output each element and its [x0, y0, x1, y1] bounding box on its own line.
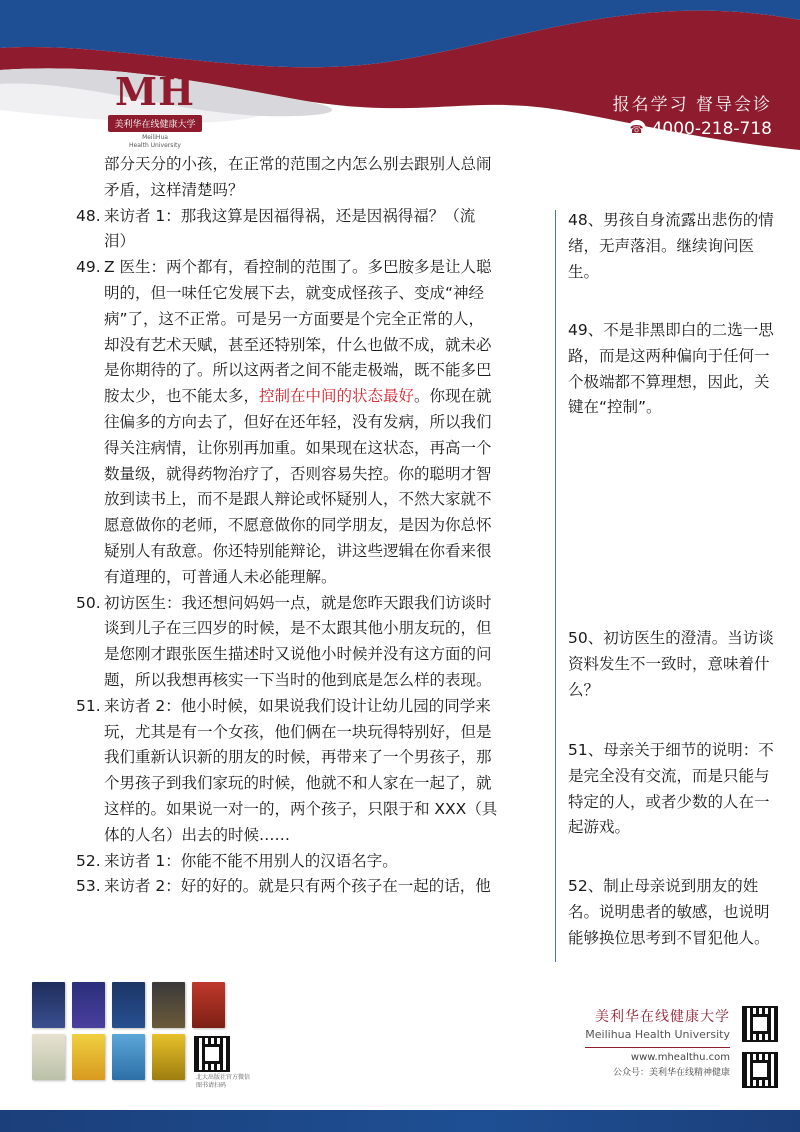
footer-brand-en: Meilihua Health University [585, 1028, 730, 1041]
text-line: 谈到儿子在三四岁的时候，是不太跟其他小朋友玩的，但 [104, 619, 492, 638]
text-line: 体的人名）出去的时候…… [104, 825, 291, 844]
note-line: 生。 [568, 262, 600, 281]
text-line: 来访者 1：你能不能不用别人的汉语名字。 [104, 851, 398, 870]
footer-url: www.mhealthu.com [630, 1052, 730, 1063]
item-number: 51. [76, 696, 101, 715]
column-divider [555, 210, 556, 962]
text-line: 来访者 1：那我这算是因福得祸，还是因祸得福？（流 [104, 206, 476, 225]
continuation-paragraph [76, 152, 536, 204]
logo-sub-1: MeiliHua [142, 134, 168, 141]
books-caption-line: 图书请扫码 [196, 1082, 227, 1089]
transcript-item-53 [76, 874, 536, 900]
note-line: 路，而是这两种偏向于任何一 [568, 346, 770, 365]
text-line: 矛盾，这样清楚吗？ [104, 180, 244, 199]
text-line: 有道理的，可普通人未必能理解。 [104, 567, 337, 586]
header-phone [613, 119, 772, 139]
book-cover [32, 982, 65, 1028]
text-line: 部分天分的小孩，在正常的范围之内怎么别去跟别人总闹 [104, 155, 492, 173]
note-51 [568, 738, 786, 841]
books-caption-line: 北大出版社官方微信 [196, 1074, 251, 1081]
logo-sub-2: Health University [129, 142, 181, 149]
note-48 [568, 208, 786, 285]
note-line: 名。说明患者的敏感，也说明 [568, 902, 770, 921]
item-number: 50. [76, 593, 101, 612]
books-caption [196, 1074, 250, 1090]
text-line: 玩，尤其是有一个女孩，他们俩在一块玩得特别好，但是 [104, 722, 492, 741]
text-line: 初访医生：我还想问妈妈一点，就是您昨天跟我们访谈时 [104, 593, 492, 612]
text-line: 来访者 2：好的好的。就是只有两个孩子在一起的话，他 [104, 877, 491, 896]
text-line: 愿意做你的老师，不愿意做你的同学朋友，是因为你总怀 [104, 516, 492, 535]
phone-number: 4000-218-718 [651, 119, 772, 139]
text-line: 来访者 2：他小时候，如果说我们设计让幼儿园的同学来 [104, 696, 491, 715]
item-number: 53. [76, 877, 101, 896]
note-line: 绪，无声落泪。继续询问医 [568, 236, 755, 255]
qr-code-icon [742, 1006, 778, 1042]
page-header [0, 0, 800, 160]
note-line: 资料发生不一致时，意味着什 [568, 654, 770, 673]
logo-banner: 美利华在线健康大学 [108, 115, 201, 132]
text-line: 却没有艺术天赋，甚至还特别笨，什么也做不成，就未必 [104, 335, 492, 354]
text-line: 是你期待的了。所以这两者之间不能走极端，既不能多巴 [104, 361, 492, 380]
transcript-item-52 [76, 849, 536, 875]
qr-code-icon [194, 1036, 230, 1072]
note-line: 起游戏。 [568, 818, 631, 837]
note-line: 键在“控制”。 [568, 398, 662, 417]
qr-code-icon [742, 1052, 778, 1088]
footer-brand [585, 1006, 730, 1078]
note-line: 么？ [568, 680, 600, 699]
book-cover [152, 1034, 185, 1080]
text-line: 我们重新认识新的朋友的时候，再带来了一个男孩子，那 [104, 748, 492, 767]
text-line: 数量级，就得药物治疗了，否则容易失控。你的聪明才智 [104, 464, 492, 483]
transcript-item-51 [76, 694, 536, 849]
book-cover [32, 1034, 65, 1080]
text-segment: 胺太少，也不能太多， [104, 387, 260, 406]
note-52 [568, 874, 786, 951]
phone-icon: ☎ [628, 120, 646, 138]
note-line: 52、制止母亲说到朋友的姓 [568, 877, 759, 895]
book-cover [112, 1034, 145, 1080]
transcript-item-49 [76, 255, 536, 590]
text-line: 个男孩子到我们家玩的时候，他就不和人家在一起了，就 [104, 774, 492, 793]
note-line: 51、母亲关于细节的说明：不 [568, 741, 774, 759]
text-line: Z 医生：两个都有，看控制的范围了。多巴胺多是让人聪 [104, 258, 492, 277]
item-number: 48. [76, 206, 101, 225]
note-49 [568, 318, 786, 421]
header-contact [613, 90, 772, 139]
text-line-with-highlight [104, 384, 536, 410]
footer-wechat: 公众号：美利华在线精神健康 [612, 1068, 730, 1078]
text-line: 往偏多的方向去了，但好在还年轻，没有发病，所以我们 [104, 412, 492, 431]
text-line: 放到读书上，而不是跟人辩论或怀疑别人，不然大家就不 [104, 490, 492, 509]
transcript-item-50 [76, 591, 536, 694]
book-cover [112, 982, 145, 1028]
note-line: 个极端都不算理想，因此，关 [568, 372, 770, 391]
text-line: 得关注病情，让你别再加重。如果现在这状态，再高一个 [104, 438, 492, 457]
note-line: 能够换位思考到不冒犯他人。 [568, 928, 770, 947]
header-slogan: 报名学习 督导会诊 [612, 95, 772, 115]
footer-rule [585, 1047, 730, 1048]
text-line: 这样的。如果说一对一的，两个孩子，只限于和 XXX（具 [104, 799, 498, 818]
text-line: 泪） [104, 232, 136, 251]
book-cover [72, 982, 105, 1028]
transcript-column [76, 152, 536, 900]
note-line: 是完全没有交流，而是只能与 [568, 766, 770, 785]
footer-brand-cn: 美利华在线健康大学 [595, 1009, 730, 1025]
transcript-item-48 [76, 204, 536, 256]
logo [100, 69, 210, 149]
text-line: 疑别人有敌意。你还特别能辩论，讲这些逻辑在你看来很 [104, 541, 492, 560]
text-line: 是您刚才跟张医生描述时又说他小时候并没有这方面的问 [104, 645, 492, 664]
note-line: 50、初访医生的澄清。当访谈 [568, 629, 774, 647]
text-line: 病”了，这不正常。可是另一方面要是个完全正常的人， [104, 309, 485, 328]
book-cover [192, 982, 225, 1028]
item-number: 52. [76, 851, 101, 870]
item-number: 49. [76, 258, 101, 277]
note-line: 特定的人，或者少数的人在一 [568, 792, 770, 811]
text-line: 明的，但一味任它发展下去，就变成怪孩子、变成“神经 [104, 283, 485, 302]
footer-bar [0, 1110, 800, 1132]
book-cover [72, 1034, 105, 1080]
highlight-text: 控制在中间的状态最好 [259, 387, 415, 406]
text-segment: 。你现在就 [414, 387, 492, 406]
book-cover [152, 982, 185, 1028]
logo-mark: MH [115, 69, 195, 114]
logo-sub [100, 134, 210, 150]
note-50 [568, 626, 786, 703]
note-line: 49、不是非黑即白的二选一思 [568, 321, 774, 339]
note-line: 48、男孩自身流露出悲伤的情 [568, 211, 774, 229]
text-line: 题，所以我想再核实一下当时的他到底是怎么样的表现。 [104, 670, 492, 689]
